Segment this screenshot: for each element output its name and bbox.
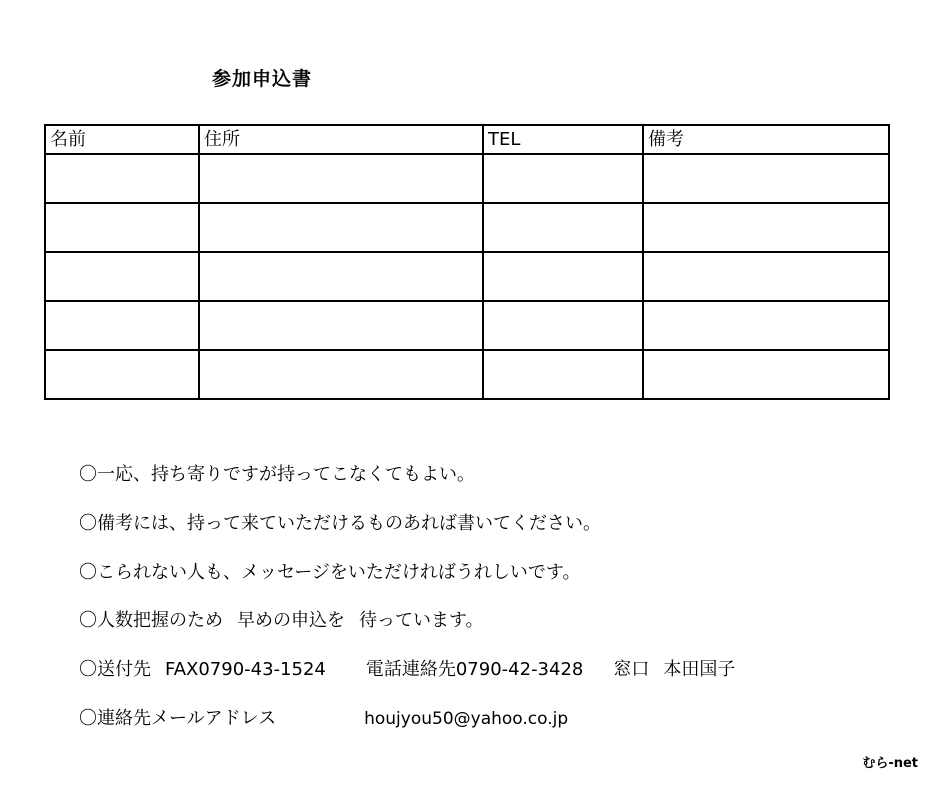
header-tel: TEL (483, 125, 643, 154)
note-remarks: 〇備考には、持って来ていただけるものあれば書いてください。 (79, 513, 601, 534)
note-apply-early-part2: 早めの申込を (237, 610, 345, 631)
address-cell[interactable] (199, 154, 483, 203)
page-title: 参加申込書 (212, 68, 313, 90)
address-cell[interactable] (199, 203, 483, 252)
signature: むら-net (862, 756, 918, 771)
table-row (45, 350, 889, 399)
table-row (45, 301, 889, 350)
tel-cell[interactable] (483, 154, 643, 203)
table-row (45, 154, 889, 203)
table-header-row (45, 125, 889, 154)
header-address: 住所 (199, 125, 483, 154)
name-cell[interactable] (45, 252, 199, 301)
name-cell[interactable] (45, 154, 199, 203)
remarks-cell[interactable] (643, 154, 889, 203)
tel-cell[interactable] (483, 203, 643, 252)
email-label: 〇連絡先メールアドレス (79, 708, 277, 729)
remarks-cell[interactable] (643, 350, 889, 399)
name-cell[interactable] (45, 203, 199, 252)
tel-cell[interactable] (483, 252, 643, 301)
note-message: 〇こられない人も、メッセージをいただければうれしいです。 (79, 562, 581, 583)
remarks-cell[interactable] (643, 203, 889, 252)
note-bring-items: 〇一応、持ち寄りですが持ってこなくてもよい。 (79, 464, 475, 485)
name-cell[interactable] (45, 350, 199, 399)
name-cell[interactable] (45, 301, 199, 350)
tel-cell[interactable] (483, 350, 643, 399)
window-label: 窓口 (613, 659, 650, 680)
fax-number: FAX0790-43-1524 (165, 659, 326, 680)
application-table (44, 124, 890, 400)
address-cell[interactable] (199, 301, 483, 350)
note-apply-early (79, 612, 484, 630)
address-cell[interactable] (199, 252, 483, 301)
header-remarks: 備考 (643, 125, 889, 154)
table-row (45, 252, 889, 301)
remarks-cell[interactable] (643, 252, 889, 301)
note-email (79, 710, 568, 728)
send-to-label: 〇送付先 (79, 659, 151, 680)
header-name: 名前 (45, 125, 199, 154)
tel-cell[interactable] (483, 301, 643, 350)
address-cell[interactable] (199, 350, 483, 399)
remarks-cell[interactable] (643, 301, 889, 350)
note-apply-early-part3: 待っています。 (359, 610, 484, 631)
phone-contact: 電話連絡先0790-42-3428 (365, 659, 584, 680)
table-row (45, 203, 889, 252)
note-apply-early-part1: 〇人数把握のため (79, 610, 223, 631)
email-address[interactable]: houjyou50@yahoo.co.jp (364, 709, 569, 729)
contact-name: 本田国子 (663, 659, 736, 680)
note-send-to (79, 661, 735, 679)
